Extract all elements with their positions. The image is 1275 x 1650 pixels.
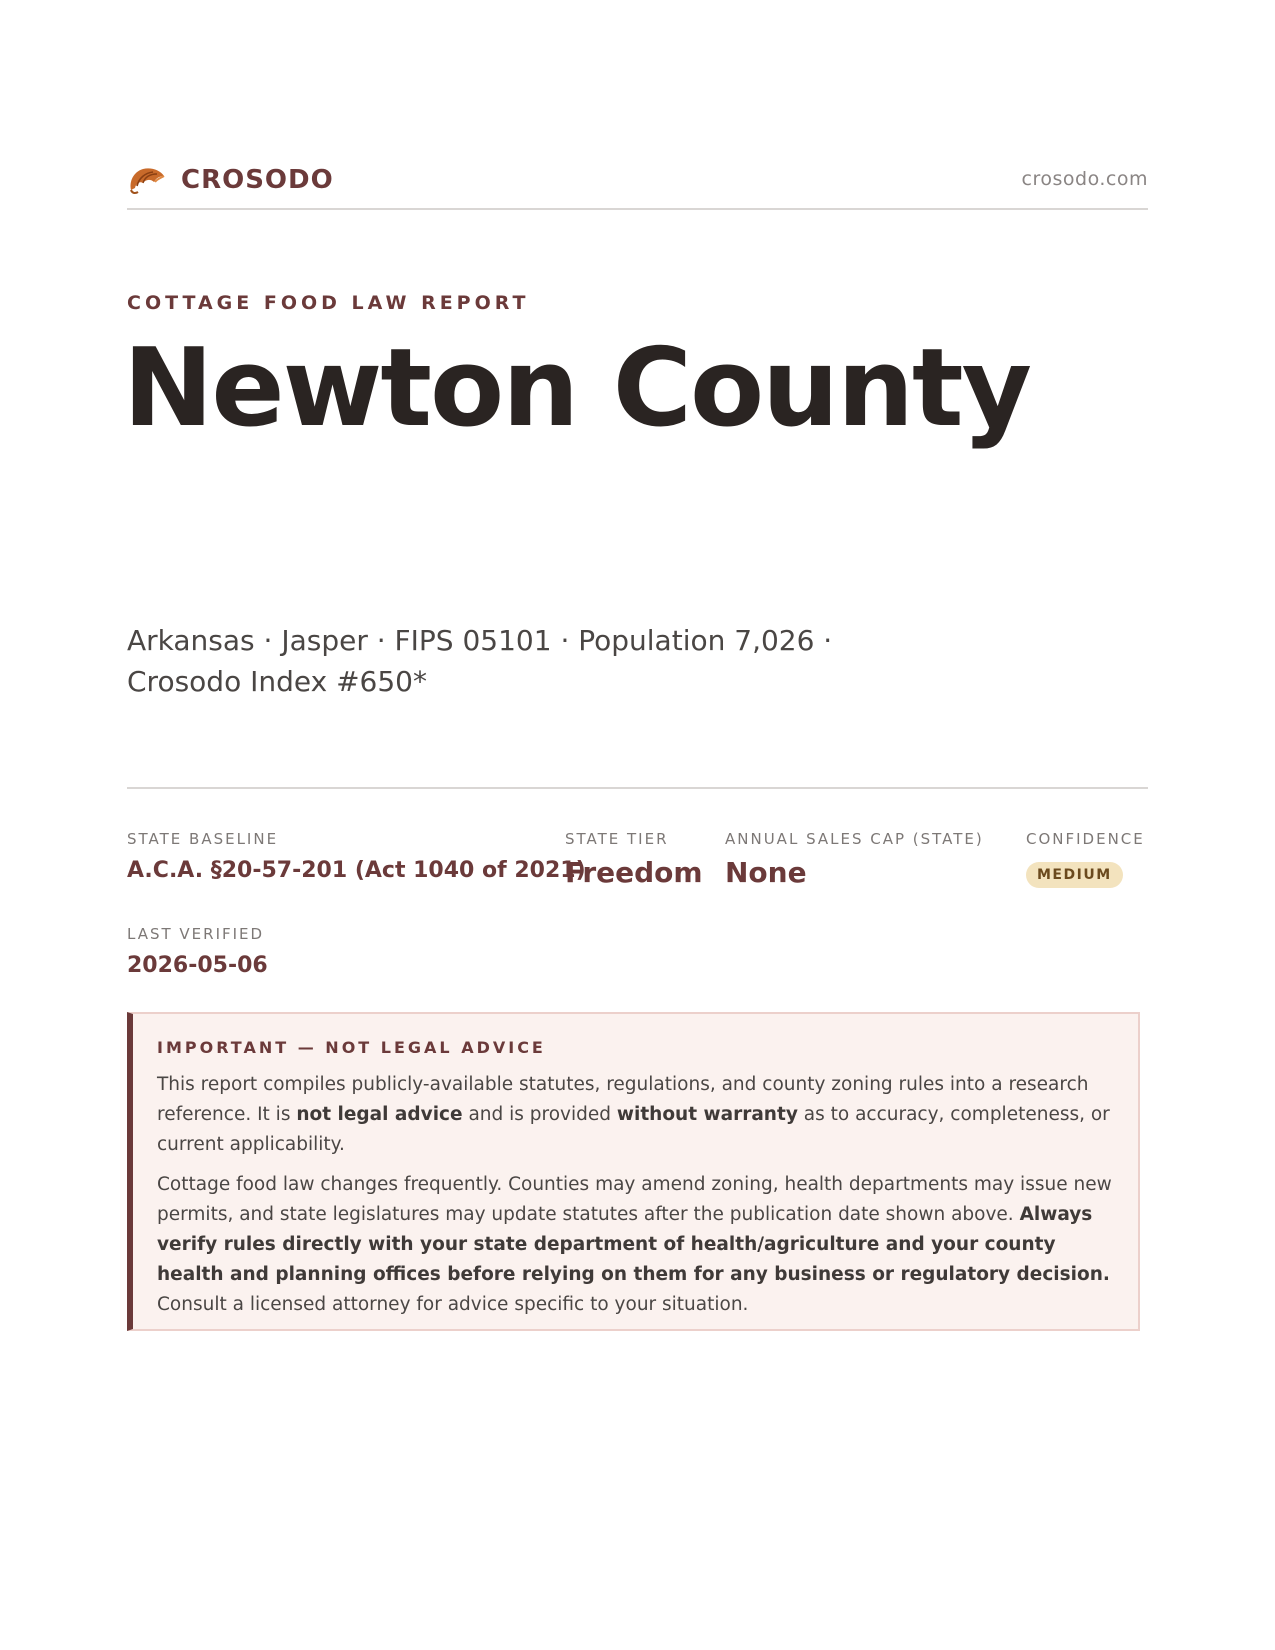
notice-text: as to accuracy, completeness, or current applicability. — [157, 1104, 1110, 1155]
notice-text: Cottage food law changes frequently. Counties may amend zoning, health departments may issue new permits, and state legislatures may update statutes after the publication date shown above. — [157, 1174, 1112, 1225]
stat-label: ANNUAL SALES CAP (STATE) — [725, 830, 984, 848]
site-url-link[interactable]: crosodo.com — [1021, 168, 1148, 190]
stat-value: None — [725, 856, 807, 889]
stat-value: 2026-05-06 — [127, 953, 268, 978]
croissant-icon — [127, 162, 167, 198]
notice-text: and is provided — [462, 1104, 617, 1125]
divider — [127, 787, 1148, 789]
notice-text: This report compiles publicly-available statutes, regulations, and county zoning rules into a research reference. It is — [157, 1074, 1089, 1125]
stat-sales-cap — [725, 830, 984, 889]
legal-notice — [127, 1012, 1140, 1331]
brand-name: CROSODO — [181, 165, 334, 195]
notice-text: Consult a licensed attorney for advice specific to your situation. — [157, 1294, 749, 1315]
page-title: Newton County — [123, 326, 1030, 451]
stat-label: STATE BASELINE — [127, 830, 279, 848]
notice-body — [157, 1070, 1117, 1330]
stat-value: Freedom — [565, 856, 703, 889]
brand[interactable] — [127, 162, 334, 198]
stat-label: CONFIDENCE — [1026, 830, 1145, 848]
notice-emphasis: without warranty — [616, 1104, 798, 1125]
confidence-badge: MEDIUM — [1026, 862, 1123, 888]
stat-last-verified — [127, 925, 268, 978]
notice-paragraph — [157, 1170, 1117, 1320]
stat-state-tier — [565, 830, 703, 889]
report-eyebrow: COTTAGE FOOD LAW REPORT — [127, 292, 530, 314]
stat-value: A.C.A. §20-57-201 (Act 1040 of 2021) — [127, 858, 586, 883]
stat-state-baseline — [127, 830, 586, 883]
stat-confidence — [1026, 830, 1145, 888]
page-header — [127, 158, 1148, 210]
notice-paragraph — [157, 1070, 1117, 1160]
notice-title: IMPORTANT — NOT LEGAL ADVICE — [157, 1038, 546, 1057]
notice-emphasis: Always verify rules directly with your state department of health/agriculture and your county health and planning offices before relying on them for any business or regulatory decision. — [157, 1204, 1110, 1285]
report-subtitle: Arkansas · Jasper · FIPS 05101 · Population 7,026 · Crosodo Index #650* — [127, 624, 833, 698]
stat-label: LAST VERIFIED — [127, 925, 265, 943]
stat-label: STATE TIER — [565, 830, 669, 848]
notice-emphasis: not legal advice — [296, 1104, 463, 1125]
